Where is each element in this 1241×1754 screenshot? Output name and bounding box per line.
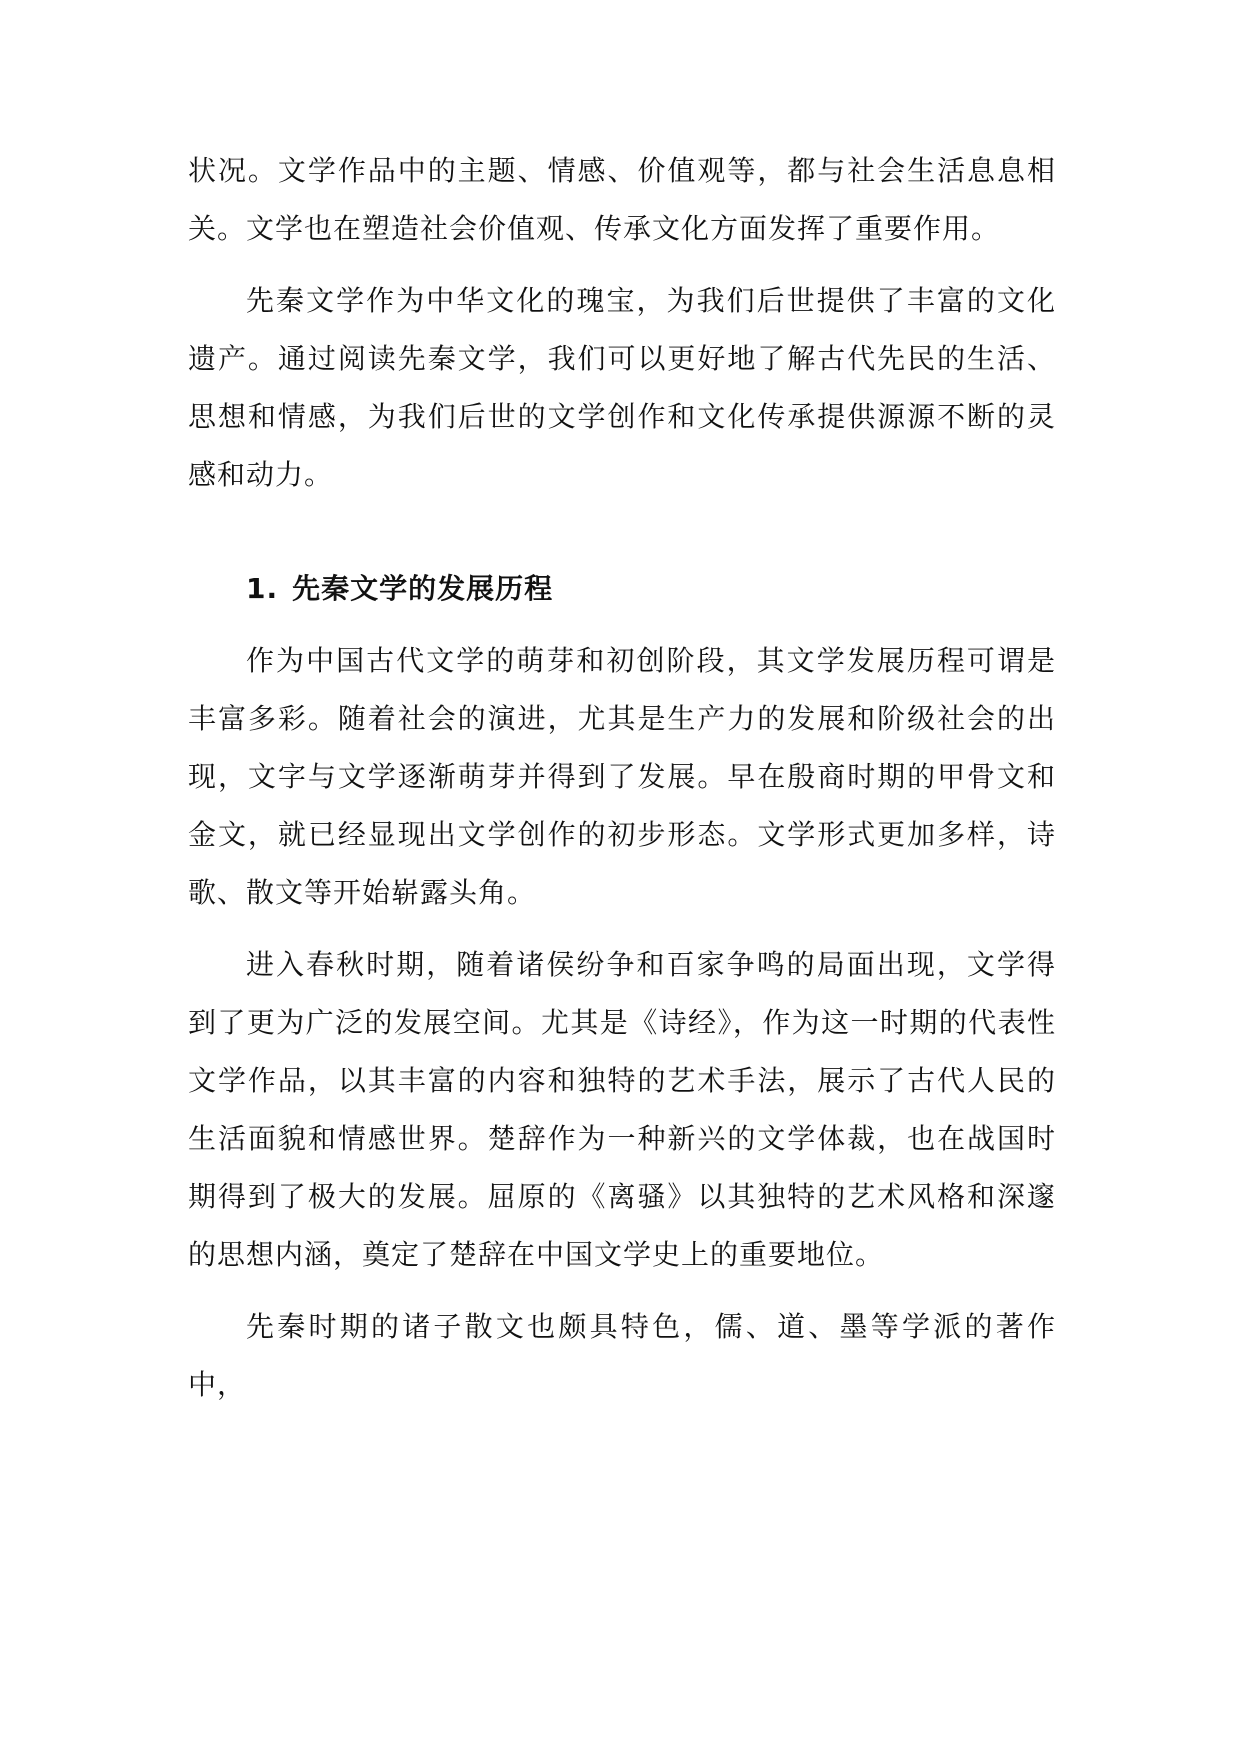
paragraph-spring-autumn: 进入春秋时期，随着诸侯纷争和百家争鸣的局面出现，文学得到了更为广泛的发展空间。尤其是《诗经》，作为这一时期的代表性文学作品，以其丰富的内容和独特的艺术手法，展示了古代人民的生活面貌和情感世界。楚辞作为一种新兴的文学体裁，也在战国时期得到了极大的发展。屈原的《离骚》以其独特的艺术风格和深邃的思想内涵，奠定了楚辞在中国文学史上的重要地位。 [188, 948, 1056, 1271]
section-heading [188, 560, 1056, 618]
section-title: 先秦文学的发展历程 [292, 572, 554, 605]
paragraph-continuation: 状况。文学作品中的主题、情感、价值观等，都与社会生活息息相关。文学也在塑造社会价值观、传承文化方面发挥了重要作用。 [188, 154, 1056, 245]
paragraph-origins: 作为中国古代文学的萌芽和初创阶段，其文学发展历程可谓是丰富多彩。随着社会的演进，尤其是生产力的发展和阶级社会的出现，文字与文学逐渐萌芽并得到了发展。早在殷商时期的甲骨文和金文，就已经显现出文学创作的初步形态。文学形式更加多样，诗歌、散文等开始崭露头角。 [188, 644, 1056, 909]
document-body [188, 142, 1056, 1414]
paragraph-philosophers-prose: 先秦时期的诸子散文也颇具特色，儒、道、墨等学派的著作中， [188, 1310, 1056, 1401]
section-number: 1. [246, 572, 279, 605]
paragraph-cultural-heritage: 先秦文学作为中华文化的瑰宝，为我们后世提供了丰富的文化遗产。通过阅读先秦文学，我们可以更好地了解古代先民的生活、思想和情感，为我们后世的文学创作和文化传承提供源源不断的灵感和动力。 [188, 284, 1056, 491]
